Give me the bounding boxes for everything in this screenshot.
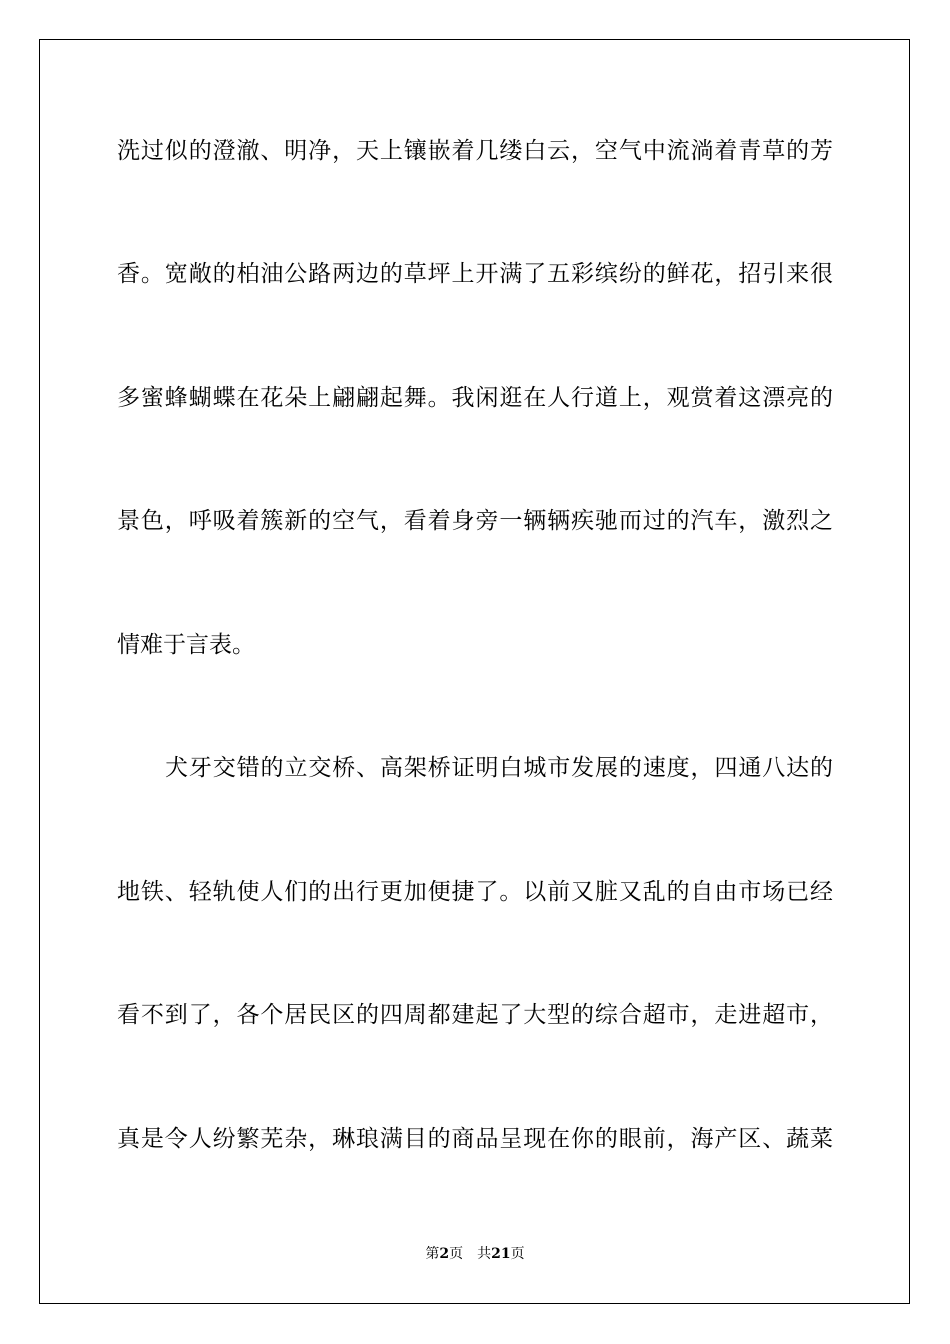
page-number: 2: [439, 1246, 450, 1262]
text-line-2: 香。宽敞的柏油公路两边的草坪上开满了五彩缤纷的鲜花，招引来很: [117, 261, 833, 287]
text-line-9: 真是令人纷繁芜杂，琳琅满目的商品呈现在你的眼前，海产区、蔬菜: [117, 1126, 833, 1152]
total-prefix: 共: [477, 1246, 492, 1262]
text-line-3: 多蜜蜂蝴蝶在花朵上翩翩起舞。我闲逛在人行道上，观赏着这漂亮的: [117, 385, 833, 411]
text-line-5: 情难于言表。: [117, 632, 255, 658]
page-prefix: 第: [425, 1246, 440, 1262]
text-line-1: 洗过似的澄澈、明净，天上镶嵌着几缕白云，空气中流淌着青草的芳: [117, 138, 833, 164]
page-footer: [0, 1244, 950, 1264]
text-line-8: 看不到了，各个居民区的四周都建起了大型的综合超市，走进超市，: [117, 1002, 833, 1028]
total-pages: 21: [491, 1246, 511, 1262]
total-suffix: 页: [510, 1246, 525, 1262]
page-suffix: 页: [449, 1246, 464, 1262]
text-line-4: 景色，呼吸着簇新的空气，看着身旁一辆辆疾驰而过的汽车，激烈之: [117, 508, 833, 534]
text-line-7: 地铁、轻轨使人们的出行更加便捷了。以前又脏又乱的自由市场已经: [117, 879, 833, 905]
page-border: [39, 39, 910, 1304]
text-line-6-paragraph-start: 犬牙交错的立交桥、高架桥证明白城市发展的速度，四通八达的: [165, 755, 833, 781]
